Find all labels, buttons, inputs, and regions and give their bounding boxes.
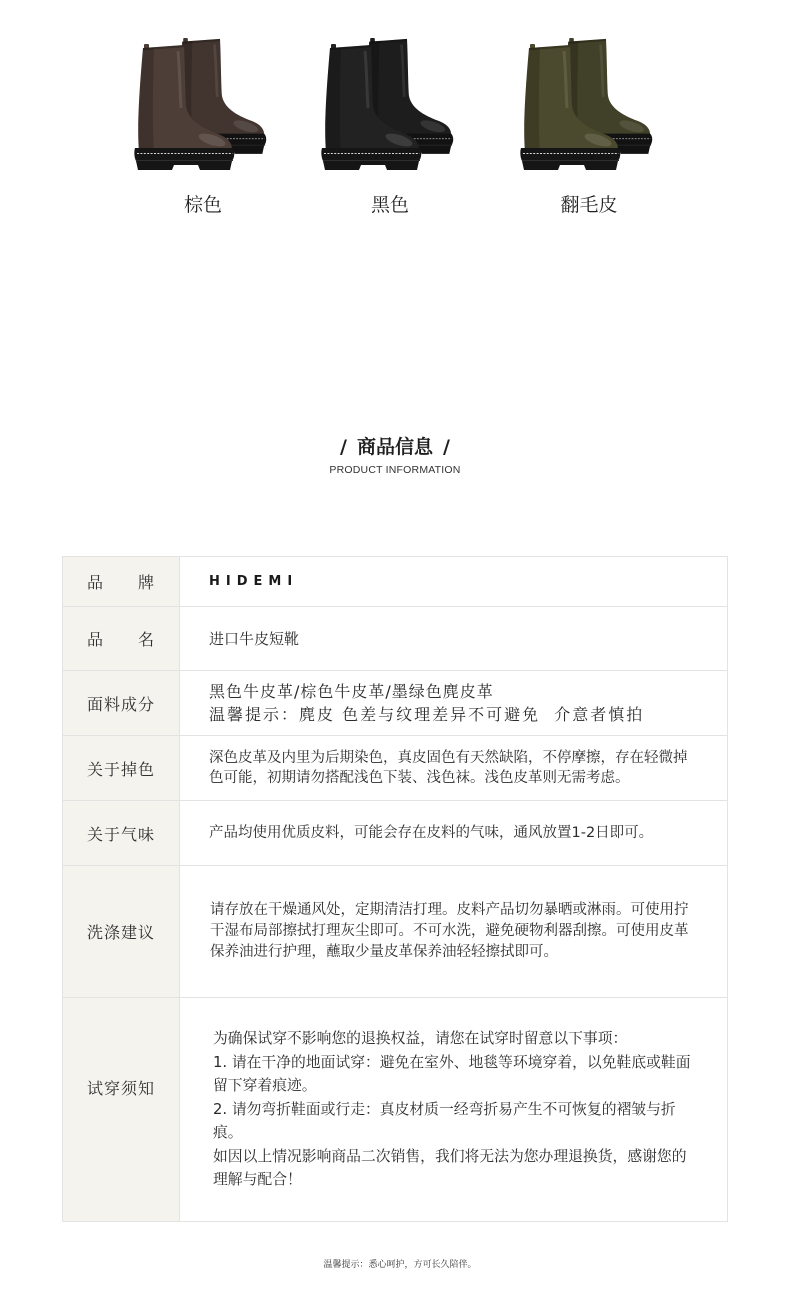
row-value — [180, 998, 727, 1221]
title-slash-left: / — [340, 436, 347, 458]
row-label: 关于气味 — [63, 801, 180, 865]
try-on-closing: 如因以上情况影响商品二次销售，我们将无法为您办理退换货，感谢您的理解与配合！ — [213, 1147, 687, 1189]
fading-text: 深色皮革及内里为后期染色，真皮固色有天然缺陷，不停摩擦，存在轻微掉色可能，初期请勿搭配浅色下装、浅色袜。浅色皮革则无需考虑。 — [209, 750, 688, 786]
info-row-care — [63, 866, 727, 998]
row-label: 关于掉色 — [63, 736, 180, 800]
info-row-fading — [63, 736, 727, 801]
variant-black — [315, 38, 465, 217]
section-subtitle: PRODUCT INFORMATION — [329, 464, 461, 476]
row-label: 品 名 — [63, 607, 180, 670]
try-on-item: 2. 请勿弯折鞋面或行走：真皮材质一经弯折易产生不可恢复的褶皱与折痕。 — [213, 1100, 676, 1142]
info-row-product-name — [63, 607, 727, 671]
brand-name: HIDEMI — [209, 574, 299, 589]
boot-pair-brown-image — [128, 38, 278, 173]
info-row-material — [63, 671, 727, 736]
variant-label: 翻毛皮 — [560, 194, 618, 216]
row-value — [180, 557, 727, 606]
material-note: 温馨提示：麂皮 色差与纹理差异不可避免 介意者慎拍 — [209, 705, 645, 724]
info-row-brand — [63, 557, 727, 607]
info-row-odor — [63, 801, 727, 866]
row-value — [180, 801, 727, 865]
try-on-intro: 为确保试穿不影响您的退换权益，请您在试穿时留意以下事项： — [213, 1030, 628, 1048]
boot-pair-black-image — [315, 38, 465, 173]
row-label: 品 牌 — [63, 557, 180, 606]
footer-note: 温馨提示：悉心呵护，方可长久陪伴。 — [323, 1260, 477, 1270]
variant-suede — [514, 38, 664, 217]
row-label: 试穿须知 — [63, 998, 180, 1221]
try-on-item: 1. 请在干净的地面试穿：避免在室外、地毯等环境穿着，以免鞋底或鞋面留下穿着痕迹。 — [213, 1053, 691, 1095]
row-label: 洗涤建议 — [63, 866, 180, 997]
info-row-try-on — [63, 998, 727, 1221]
section-header — [0, 435, 790, 477]
material-list: 黑色牛皮革/棕色牛皮革/墨绿色麂皮革 — [209, 682, 494, 701]
odor-text: 产品均使用优质皮料，可能会存在皮料的气味，通风放置1-2日即可。 — [209, 825, 654, 841]
row-label: 面料成分 — [63, 671, 180, 735]
row-value — [180, 736, 727, 800]
variant-brown — [128, 38, 278, 217]
title-text: 商品信息 — [356, 436, 433, 458]
variant-label: 棕色 — [183, 194, 222, 216]
care-text: 请存放在干燥通风处，定期清洁打理。皮料产品切勿暴晒或淋雨。可使用拧干湿布局部擦拭打理灰尘即可。不可水洗，避免硬物利器刮擦。可使用皮革保养油进行护理，蘸取少量皮革保养油轻轻擦拭即可。 — [210, 902, 689, 960]
row-value — [180, 671, 727, 735]
boot-pair-suede-image — [514, 38, 664, 173]
row-value — [180, 607, 727, 670]
title-slash-right: / — [443, 436, 450, 458]
product-info-table — [62, 556, 728, 1222]
row-value — [180, 866, 727, 997]
section-title — [0, 435, 790, 459]
product-name: 进口牛皮短靴 — [209, 630, 300, 648]
variant-label: 黑色 — [370, 194, 409, 216]
